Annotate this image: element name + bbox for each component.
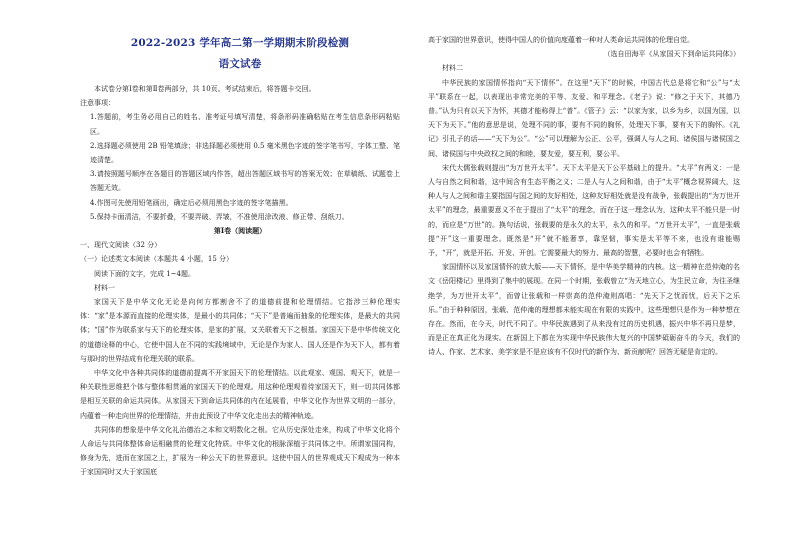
material-label: 材料二 — [442, 64, 463, 73]
instruction-item: 2.选择题必须使用 2B 铅笔填涂；非选择题必须使用 0.5 毫米黑色字迹的签字笔书写，字体工整、笔迹清楚。 — [90, 141, 400, 165]
instruction-item: 1.答题前，考生务必用自己的姓名、准考证号填写清楚，将条形码准确粘贴在考生信息条形码粘贴区。 — [90, 113, 400, 136]
body-paragraph: 高于家国的世界意识，使得中国人的价值向度蕴着一种对人类命运共同体的伦理自觉。 — [428, 36, 694, 44]
section-heading: 一、现代文阅读（32 分） — [80, 241, 162, 250]
body-paragraph: 共同体的想象是中华文化礼治德治之本和文明数化之根。它从历史深处走来，构成了中华文化将个人命运与共同体整体命运相融贯的伦理文化特质。中华文化的根脉深植于共同体之中。所谓家国同构，修身为先，进而在家国之上，扩展为一种公天下的世界意识。这使中国人的世界观成天下观成为一种本于家国同时又大于家国底 — [80, 425, 400, 477]
instruction-item: 5.保持卡面清洁，不要折叠，不要弄破、弄皱，不准使用涂改液、修正带、刮纸刀。 — [90, 212, 349, 221]
subsection-heading: （一）论述类文本阅读（本题共 4 小题，15 分） — [80, 255, 234, 264]
right-text — [428, 33, 740, 360]
instructions-intro: 本试卷分第Ⅰ卷和第Ⅱ卷两部分，共 10页。考试结束后，将答题卡交回。 — [94, 85, 316, 93]
exam-subtitle: 语文试卷 — [218, 58, 262, 70]
material-label: 材料一 — [94, 283, 115, 292]
body-paragraph: 家国天下是中华文化无论是向何方都割舍不了的道德前提和伦理情结。它指涉三种伦理实体：“家”是本源而直接的伦理实体，是最小的共同体；“天下”是普遍而抽象的伦理实体，是最大的共同体；“国”作为联系家与天下的伦理实体，是家的扩展，又关联着天下之根基。家国天下是中华传统文化的道德诠释的中心，它使中国人在不同的实践境域中，无论是作为家人、国人还是作为天下人，都有着与那时的世界结成有伦理关联的联系。 — [80, 298, 400, 363]
instruction-item: 4.作图可先使用铅笔画出，确定后必须用黑色字迹的签字笔描黑。 — [90, 198, 293, 207]
exam-title: 2022-2023 学年高二第一学期期末阶段检测 — [130, 37, 350, 49]
body-paragraph: 中华民族的家国情怀指向“天下情怀”。在这里“天下”的时候，中国古代总是将它和“公”与“太平”联系在一起，以表现出非常完美的平等、友爱、和平理念。《老子》说：“修之于天下，其德乃普。”认为只有以天下为怀，其德才能称得上“普”。《管子》云：“以家为家，以乡为乡，以国为国，以天下为天下。”他的意思是说，处理不同的事，要有不同的胸怀，处理天下事，要有天下的胸怀。《礼记》引孔子的话——“天下为公”。“公”可以理解为公正、公平，强调人与人之间、诸侯国与诸侯国之间、诸侯国与中央政权之间的和睦，要友爱，要互利，要公平。 — [428, 78, 740, 158]
instruction-item: 3.请按照题号顺序在各题目的答题区域内作答，超出答题区域书写的答案无效；在草稿纸、试题卷上答题无效。 — [90, 170, 400, 193]
body-paragraph: 中华文化中各种共同体的道德前提离不开家国天下的伦理情结。以此观家、观国、观天下，就是一种关联性思维把个体与整体相贯通的家国天下的伦理观。用这种伦理观看待家国天下，则一切共同体都是相互关联的命运共同体。从家国天下到命运共同体的内在延展看，中华文化作为世界文明的一部分，内蕴着一种走向世界的伦理情结，并由此预设了中华文化走出去的精神轨迹。 — [80, 369, 400, 420]
instructions-heading: 注意事项： — [80, 99, 115, 108]
reading-direction: 阅读下面的文字，完成 1~4题。 — [94, 269, 195, 278]
body-paragraph: 家国情怀以及家国情怀的放大版——天下情怀，是中华美学精神的内核。这一精神在范仲淹的名文《岳阳楼记》里得到了集中的展现。在同一个时期，张载曾立“为天地立心，为生民立命，为往圣继绝学，为万世开太平”，而曾让张载和一样崇高的范仲淹则高唱：“先天下之忧而忧，后天下之乐乐。”由于种种原因，张载、范仲淹的理想都未能实现在有限的实践中，这些理想只是作为一种梦想在存在。然而，在今天，时代不同了。中华民族遇到了从来没有过的历史机遇，振兴中华不再只是梦，而是正在真正化为现实。在新国上下都在为实现中华民族伟大复兴的中国梦砥砺奋斗的今天，我们的诗人、作家、艺术家、美学家是不是应该有不仅时代的新作为、新贡献呢？回答无疑是肯定的。 — [428, 263, 740, 357]
instructions — [80, 82, 400, 480]
body-paragraph: 宋代大儒张载则提出“为万世开太平”。天下太平是天下公平基础上的提升。“太平”有两义：一是人与自然之间和谐，这中间含有生态平衡之义；二是人与人之间和谐，由于“太平”概念视界阔大，这种人与人之间和谐主要指国与国之间的友好相处，这种友好相处就是没有战争，张载提出的“为万世开太平”的理念，最重要意义不在于提出了“太平”的理念，而在于这一理念认为，这种太平不能只是一时的，而应是“万世”的。换句话说，张载要的是永久的太平，永久的和平。“万世开太平”，一直是张载提“开”这一重要理念。既然是“开”就不能奢享，靠坚韧，事实是太平等不来，也没有谁能赐予，“开”，就是开拓、开发、开创。它需要最大的努力、最高的智慧，必要时也会有牺牲。 — [428, 163, 740, 258]
source-citation: （选自田海平《从家国天下到命运共同体》） — [603, 50, 740, 59]
part-title: 第Ⅰ卷（阅读题） — [213, 226, 267, 236]
